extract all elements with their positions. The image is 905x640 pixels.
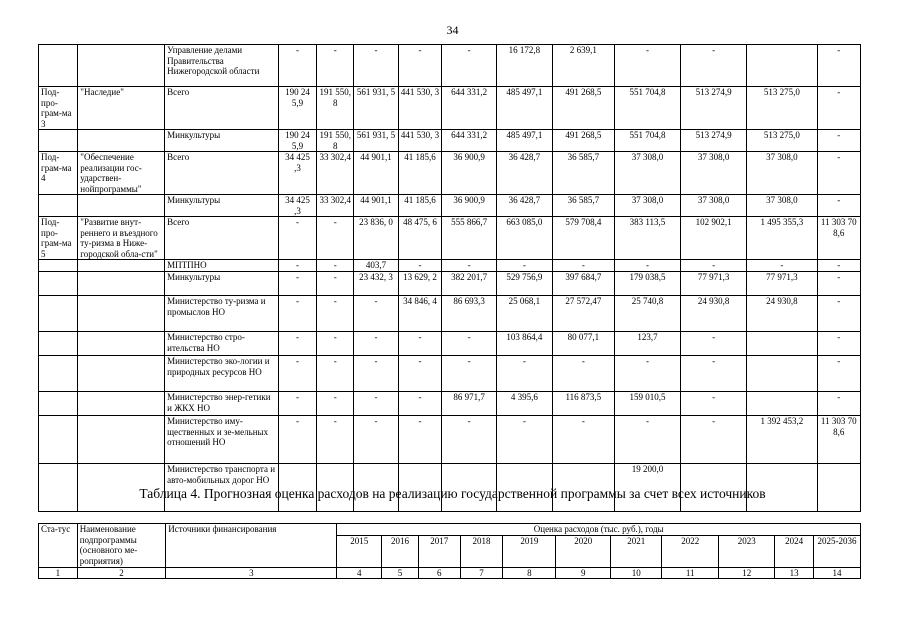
value-cell: - xyxy=(398,356,441,392)
value-cell: 86 971,7 xyxy=(442,392,497,416)
table-row xyxy=(39,392,861,416)
value-cell: - xyxy=(317,272,354,296)
value-cell xyxy=(747,392,817,416)
value-cell: 44 901,1 xyxy=(354,152,398,195)
value-cell: 190 24 5,9 xyxy=(278,130,316,152)
value-cell: 551 704,8 xyxy=(614,130,680,152)
funding-source-cell: Министерство транспорта и авто-мобильных дорог НО xyxy=(165,464,279,512)
column-number: 5 xyxy=(382,567,419,579)
value-cell: 36 585,7 xyxy=(552,152,614,195)
value-cell: - xyxy=(398,392,441,416)
funding-source-cell: Всего xyxy=(165,152,279,195)
value-cell: 383 113,5 xyxy=(614,217,680,260)
funding-source-cell: Министерство иму-щественных и зе-мельных отношений НО xyxy=(165,416,279,464)
value-cell: 24 930,8 xyxy=(681,296,747,332)
value-cell: - xyxy=(681,416,747,464)
value-cell: 513 274,9 xyxy=(681,130,747,152)
value-cell: - xyxy=(817,356,861,392)
value-cell: 382 201,7 xyxy=(442,272,497,296)
funding-source-cell: Министерство ту-ризма и промыслов НО xyxy=(165,296,279,332)
year-header: 2020 xyxy=(556,535,611,567)
subprogram-name-cell xyxy=(78,392,165,416)
value-cell: 13 629, 2 xyxy=(398,272,441,296)
value-cell: - xyxy=(278,296,316,332)
value-cell: - xyxy=(442,332,497,356)
value-cell: - xyxy=(497,356,553,392)
value-cell: 11 303 70 8,6 xyxy=(817,416,861,464)
table-row xyxy=(39,195,861,217)
year-header: 2024 xyxy=(775,535,814,567)
value-cell: - xyxy=(278,332,316,356)
value-cell: - xyxy=(817,130,861,152)
value-cell: 41 185,6 xyxy=(398,152,441,195)
value-cell: 37 308,0 xyxy=(747,152,817,195)
value-cell: - xyxy=(552,416,614,464)
funding-source-cell: МПТПНО xyxy=(165,260,279,272)
subprogram-name-cell xyxy=(78,332,165,356)
value-cell: - xyxy=(497,416,553,464)
column-number: 3 xyxy=(166,567,337,579)
column-number: 9 xyxy=(556,567,611,579)
table-row xyxy=(39,272,861,296)
value-cell: 36 585,7 xyxy=(552,195,614,217)
value-cell: 48 475, 6 xyxy=(398,217,441,260)
value-cell: 23 836, 0 xyxy=(354,217,398,260)
value-cell: 403,7 xyxy=(354,260,398,272)
funding-source-cell: Минкультуры xyxy=(165,272,279,296)
subprogram-name-cell xyxy=(78,260,165,272)
column-number: 7 xyxy=(460,567,503,579)
year-header: 2018 xyxy=(460,535,503,567)
value-cell: 37 308,0 xyxy=(614,152,680,195)
value-cell: - xyxy=(398,260,441,272)
value-cell: 36 428,7 xyxy=(497,152,553,195)
value-cell: 27 572,47 xyxy=(552,296,614,332)
value-cell: - xyxy=(354,392,398,416)
value-cell: 644 331,2 xyxy=(442,130,497,152)
value-cell: 644 331,2 xyxy=(442,87,497,130)
table-row xyxy=(39,260,861,272)
value-cell: - xyxy=(817,152,861,195)
value-cell: 513 275,0 xyxy=(747,87,817,130)
value-cell: 513 275,0 xyxy=(747,130,817,152)
subprogram-name-cell xyxy=(78,356,165,392)
value-cell: 551 704,8 xyxy=(614,87,680,130)
value-cell: 123,7 xyxy=(614,332,680,356)
value-cell: - xyxy=(817,392,861,416)
year-header: 2023 xyxy=(719,535,775,567)
value-cell: 555 866,7 xyxy=(442,217,497,260)
value-cell: - xyxy=(317,416,354,464)
value-cell: 491 268,5 xyxy=(552,130,614,152)
value-cell xyxy=(747,356,817,392)
value-cell: - xyxy=(278,416,316,464)
value-cell: 159 010,5 xyxy=(614,392,680,416)
header-name: Наименование подпрограммы (основного ме-роприятия) xyxy=(77,524,166,568)
status-cell xyxy=(39,130,78,152)
funding-source-cell: Министерство стро-ительства НО xyxy=(165,332,279,356)
value-cell: - xyxy=(354,296,398,332)
table-row xyxy=(39,332,861,356)
value-cell: 191 550, 8 xyxy=(317,130,354,152)
value-cell: 86 693,3 xyxy=(442,296,497,332)
year-header: 2021 xyxy=(611,535,662,567)
value-cell: - xyxy=(317,260,354,272)
value-cell: 34 846, 4 xyxy=(398,296,441,332)
value-cell: 116 873,5 xyxy=(552,392,614,416)
status-cell: Под-грам-ма 4 xyxy=(39,152,78,195)
value-cell: 19 200,0 xyxy=(614,464,680,512)
funding-source-cell: Всего xyxy=(165,217,279,260)
value-cell: - xyxy=(398,45,441,87)
value-cell: 529 756,9 xyxy=(497,272,553,296)
value-cell: 25 068,1 xyxy=(497,296,553,332)
table-row xyxy=(39,87,861,130)
value-cell: - xyxy=(278,260,316,272)
value-cell: 36 900,9 xyxy=(442,152,497,195)
value-cell: 77 971,3 xyxy=(681,272,747,296)
value-cell: - xyxy=(317,332,354,356)
value-cell: 36 428,7 xyxy=(497,195,553,217)
value-cell: 24 930,8 xyxy=(747,296,817,332)
value-cell: 11 303 70 8,6 xyxy=(817,217,861,260)
table-row xyxy=(39,45,861,87)
value-cell: 77 971,3 xyxy=(747,272,817,296)
header-source: Источники финансирования xyxy=(166,524,337,568)
funding-source-cell: Минкультуры xyxy=(165,130,279,152)
column-number: 11 xyxy=(662,567,719,579)
value-cell: - xyxy=(817,45,861,87)
value-cell: - xyxy=(552,356,614,392)
subprogram-name-cell xyxy=(78,45,165,87)
value-cell: - xyxy=(317,356,354,392)
value-cell: - xyxy=(817,260,861,272)
table-row xyxy=(39,356,861,392)
value-cell: - xyxy=(614,416,680,464)
subprogram-name-cell: "Обеспечение реализации гос-ударствен-нойпрограммы" xyxy=(78,152,165,195)
value-cell: - xyxy=(747,260,817,272)
value-cell: 2 639,1 xyxy=(552,45,614,87)
value-cell: 16 172,8 xyxy=(497,45,553,87)
subprogram-name-cell: "Развитие внут-реннего и въездного ту-ризма в Ниже-городской обла-сти" xyxy=(78,217,165,260)
funding-source-cell: Всего xyxy=(165,87,279,130)
funding-source-cell: Министерство энер-гетики и ЖКХ НО xyxy=(165,392,279,416)
value-cell: - xyxy=(681,392,747,416)
year-header: 2015 xyxy=(337,535,382,567)
year-header: 2016 xyxy=(382,535,419,567)
value-cell: 103 864,4 xyxy=(497,332,553,356)
value-cell: - xyxy=(398,416,441,464)
value-cell: 34 425 ,3 xyxy=(278,152,316,195)
value-cell: - xyxy=(354,356,398,392)
value-cell: - xyxy=(614,356,680,392)
forecast-table-header xyxy=(38,523,861,579)
value-cell: - xyxy=(278,217,316,260)
column-number: 10 xyxy=(611,567,662,579)
status-cell xyxy=(39,45,78,87)
value-cell: - xyxy=(442,260,497,272)
value-cell: 663 085,0 xyxy=(497,217,553,260)
value-cell: 25 740,8 xyxy=(614,296,680,332)
value-cell: - xyxy=(278,272,316,296)
value-cell: 34 425 ,3 xyxy=(278,195,316,217)
table-caption: Таблица 4. Прогнозная оценка расходов на реализацию государственной программы за счет всех источников xyxy=(139,486,766,501)
value-cell: 102 902,1 xyxy=(681,217,747,260)
expenditure-table xyxy=(38,44,861,512)
page-number: 34 xyxy=(446,23,459,37)
column-number: 2 xyxy=(77,567,166,579)
value-cell: - xyxy=(817,195,861,217)
table-row xyxy=(39,152,861,195)
value-cell: 513 274,9 xyxy=(681,87,747,130)
value-cell: - xyxy=(354,416,398,464)
year-header: 2025-2036 xyxy=(813,535,860,567)
value-cell: 485 497,1 xyxy=(497,87,553,130)
status-cell xyxy=(39,356,78,392)
table-row xyxy=(39,217,861,260)
value-cell: - xyxy=(354,45,398,87)
value-cell: 441 530, 3 xyxy=(398,87,441,130)
funding-source-cell: Управление делами Правительства Нижегородской области xyxy=(165,45,279,87)
value-cell: - xyxy=(681,260,747,272)
status-cell xyxy=(39,296,78,332)
value-cell: 33 302,4 xyxy=(317,152,354,195)
column-number: 13 xyxy=(775,567,814,579)
value-cell: 561 931, 5 xyxy=(354,130,398,152)
value-cell: 1 495 355,3 xyxy=(747,217,817,260)
subprogram-name-cell xyxy=(78,195,165,217)
value-cell: 33 302,4 xyxy=(317,195,354,217)
value-cell: - xyxy=(497,260,553,272)
value-cell xyxy=(747,332,817,356)
year-header: 2017 xyxy=(418,535,460,567)
column-number: 12 xyxy=(719,567,775,579)
status-cell: Под-про-грам-ма 5 xyxy=(39,217,78,260)
value-cell: 579 708,4 xyxy=(552,217,614,260)
value-cell: 397 684,7 xyxy=(552,272,614,296)
subprogram-name-cell xyxy=(78,130,165,152)
column-number: 6 xyxy=(418,567,460,579)
subprogram-name-cell xyxy=(78,416,165,464)
value-cell: - xyxy=(614,260,680,272)
value-cell: 23 432, 3 xyxy=(354,272,398,296)
status-cell xyxy=(39,332,78,356)
value-cell: 491 268,5 xyxy=(552,87,614,130)
value-cell: 37 308,0 xyxy=(681,152,747,195)
table-row xyxy=(39,296,861,332)
value-cell: 41 185,6 xyxy=(398,195,441,217)
status-cell: Под-про-грам-ма 3 xyxy=(39,87,78,130)
value-cell: - xyxy=(817,272,861,296)
subprogram-name-cell: "Наследие" xyxy=(78,87,165,130)
value-cell: 37 308,0 xyxy=(681,195,747,217)
value-cell: 190 24 5,9 xyxy=(278,87,316,130)
column-number: 4 xyxy=(337,567,382,579)
table-row xyxy=(39,416,861,464)
column-number: 14 xyxy=(813,567,860,579)
value-cell: - xyxy=(442,45,497,87)
value-cell: - xyxy=(681,332,747,356)
table-row xyxy=(39,130,861,152)
subprogram-name-cell xyxy=(78,296,165,332)
status-cell xyxy=(39,272,78,296)
value-cell xyxy=(747,45,817,87)
value-cell: - xyxy=(681,45,747,87)
column-number: 8 xyxy=(503,567,556,579)
value-cell: 191 550, 8 xyxy=(317,87,354,130)
header-status: Ста-тус xyxy=(39,524,78,568)
value-cell: - xyxy=(614,45,680,87)
value-cell: 485 497,1 xyxy=(497,130,553,152)
status-cell xyxy=(39,260,78,272)
header-estimate: Оценка расходов (тыс. руб.), годы xyxy=(337,524,861,536)
value-cell: - xyxy=(317,217,354,260)
year-header: 2022 xyxy=(662,535,719,567)
status-cell xyxy=(39,392,78,416)
value-cell: - xyxy=(681,356,747,392)
value-cell: 179 038,5 xyxy=(614,272,680,296)
value-cell: - xyxy=(817,296,861,332)
value-cell: - xyxy=(317,296,354,332)
status-cell xyxy=(39,416,78,464)
value-cell: 1 392 453,2 xyxy=(747,416,817,464)
subprogram-name-cell xyxy=(78,272,165,296)
value-cell: - xyxy=(817,87,861,130)
funding-source-cell: Минкультуры xyxy=(165,195,279,217)
value-cell: - xyxy=(278,356,316,392)
value-cell: - xyxy=(317,45,354,87)
value-cell: - xyxy=(442,416,497,464)
funding-source-cell: Министерство эко-логии и природных ресурсов НО xyxy=(165,356,279,392)
value-cell: 80 077,1 xyxy=(552,332,614,356)
value-cell: 44 901,1 xyxy=(354,195,398,217)
value-cell: 561 931, 5 xyxy=(354,87,398,130)
value-cell: 37 308,0 xyxy=(747,195,817,217)
column-number: 1 xyxy=(39,567,78,579)
value-cell: - xyxy=(278,45,316,87)
value-cell: - xyxy=(398,332,441,356)
value-cell: - xyxy=(552,260,614,272)
value-cell: 36 900,9 xyxy=(442,195,497,217)
value-cell: - xyxy=(278,392,316,416)
value-cell: 37 308,0 xyxy=(614,195,680,217)
value-cell: 441 530, 3 xyxy=(398,130,441,152)
value-cell: - xyxy=(317,392,354,416)
status-cell xyxy=(39,195,78,217)
value-cell: - xyxy=(817,332,861,356)
value-cell: 4 395,6 xyxy=(497,392,553,416)
year-header: 2019 xyxy=(503,535,556,567)
value-cell: - xyxy=(354,332,398,356)
value-cell: - xyxy=(442,356,497,392)
